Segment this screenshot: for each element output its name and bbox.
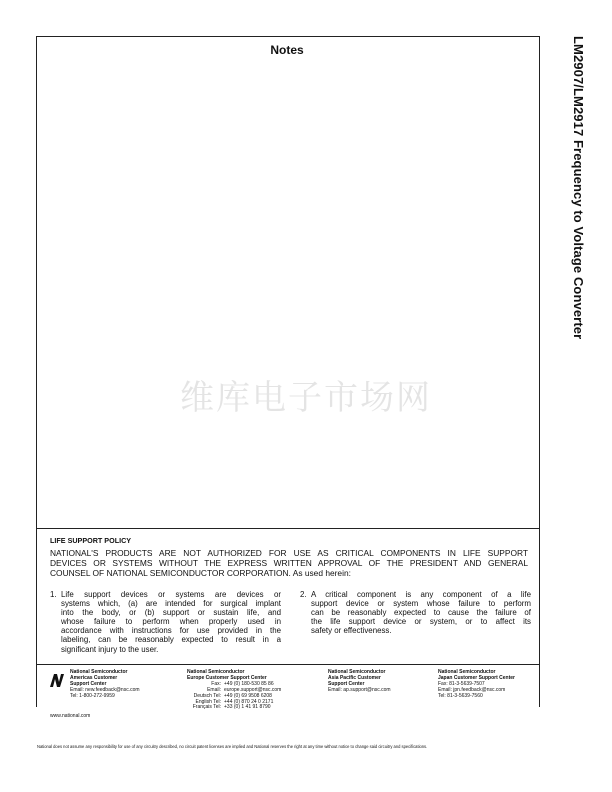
item-line: whose failure to perform when properly used in [61, 617, 281, 627]
contact-tel: Tel: 81-3-5639-7560 [438, 692, 483, 699]
national-logo-icon [48, 672, 66, 688]
contact-asia [328, 670, 391, 694]
contact-value: +33 (0) 1 41 91 8790 [224, 704, 271, 711]
contact-name: National Semiconductor [328, 669, 386, 675]
contact-americas [70, 670, 140, 700]
contact-region: Asia Pacific Customer [328, 674, 381, 681]
contact-value: +49 (0) 180-530 85 86 [224, 680, 274, 687]
side-title: LM2907/LM2917 Frequency to Voltage Converter [571, 36, 586, 340]
contact-email: Email: jpn.feedback@nsc.com [438, 686, 506, 693]
policy-intro [50, 549, 528, 578]
contact-label: Fax: [211, 680, 221, 687]
item-text [61, 590, 281, 654]
contact-europe [187, 670, 281, 711]
contact-fax: Fax: 81-3-5639-7507 [438, 680, 485, 687]
contact-center: Support Center [328, 680, 365, 687]
page-title: Notes [270, 43, 304, 57]
contact-center: Japan Customer Support Center [438, 674, 515, 681]
disclaimer-text: National does not assume any responsibility for use of any circuitry described, no circuit patent licenses are implied and National reserves the right at any time without notice to change said circuitry and specifications. [37, 744, 428, 749]
contact-value: +49 (0) 69 9508 6208 [224, 692, 272, 699]
watermark: 维库电子市场网 [180, 378, 432, 418]
item-line: into the body, or (b) support or sustain life, and [61, 608, 281, 618]
item-line: labeling, can be reasonably expected to result in a [61, 635, 281, 645]
website-link[interactable]: www.national.com [50, 713, 91, 719]
item-line: can be reasonably expected to cause the failure of [311, 608, 531, 618]
item-number: 1. [50, 590, 57, 599]
contact-email: Email: ap.support@nsc.com [328, 686, 391, 693]
contact-label: English Tel: [195, 698, 221, 705]
item-line: Life support devices or systems are devices or [61, 590, 281, 599]
contact-name: National Semiconductor [438, 669, 496, 675]
policy-intro-line: COUNSEL OF NATIONAL SEMICONDUCTOR CORPORATION. As used herein: [50, 567, 351, 578]
contact-japan [438, 670, 515, 700]
footer-divider [36, 664, 539, 665]
policy-heading: LIFE SUPPORT POLICY [50, 536, 132, 545]
contact-name: National Semiconductor [187, 669, 245, 675]
item-line: accordance with instructions for use provided in the [61, 626, 281, 636]
policy-intro-line: DEVICES OR SYSTEMS WITHOUT THE EXPRESS WRITTEN APPROVAL OF THE PRESIDENT AND GENERAL [50, 557, 528, 568]
contact-center: Europe Customer Support Center [187, 674, 267, 681]
item-line: systems which, (a) are intended for surgical implant [61, 599, 281, 609]
policy-intro-line: NATIONAL'S PRODUCTS ARE NOT AUTHORIZED FOR USE AS CRITICAL COMPONENTS IN LIFE SUPPORT [50, 548, 528, 558]
item-line: A critical component is any component of a life [311, 590, 531, 599]
contact-tel: Tel: 1-800-272-9959 [70, 692, 115, 699]
contact-label: Deutsch Tel: [193, 692, 221, 699]
contact-region: Americas Customer [70, 674, 118, 681]
item-text [311, 590, 531, 635]
contact-email: Email: new.feedback@nsc.com [70, 686, 140, 693]
contact-label: Français Tel: [192, 704, 221, 711]
policy-divider [36, 528, 539, 529]
item-line: the life support device or system, or to affect its [311, 617, 531, 627]
contact-label: Email: [207, 686, 221, 693]
item-line: safety or effectiveness. [311, 626, 392, 636]
item-number: 2. [300, 590, 307, 599]
item-line: support device or system whose failure to perform [311, 599, 531, 609]
item-line: significant injury to the user. [61, 644, 159, 654]
contact-value: europe.support@nsc.com [224, 686, 282, 693]
contact-center: Support Center [70, 680, 107, 687]
contact-value: +44 (0) 870 24 0 2171 [224, 698, 274, 705]
contact-name: National Semiconductor [70, 669, 128, 675]
